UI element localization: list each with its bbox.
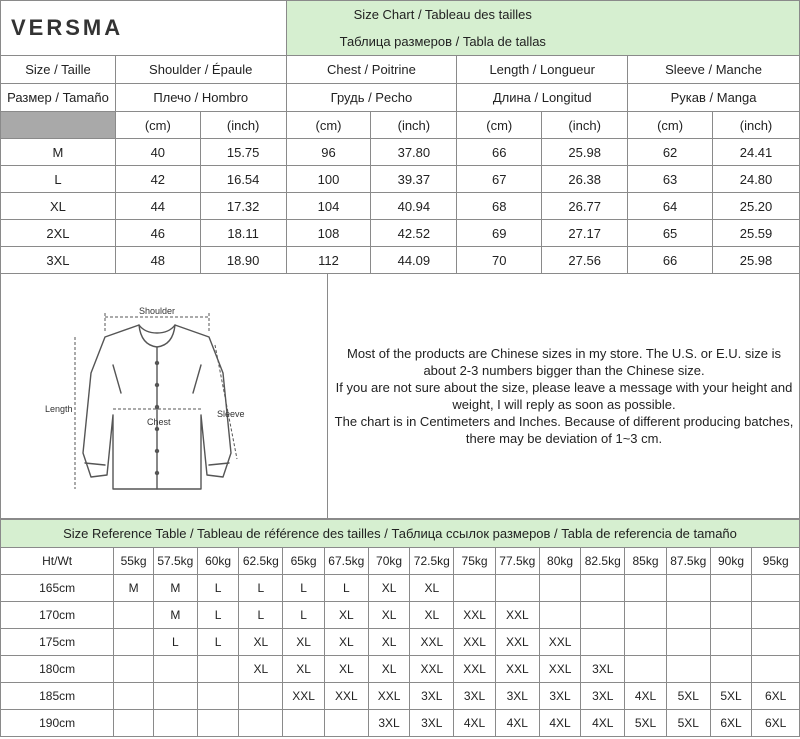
ref-size-cell: XXL [495,602,539,629]
ref-size-cell: XXL [283,683,325,710]
shoulder-label: Shoulder [138,306,176,316]
weight-header: 67.5kg [324,548,368,575]
measurement-cell: 39.37 [371,166,457,193]
measurement-cell: 25.98 [713,247,800,274]
chart-title-line2: Таблица размеров / Tabla de tallas [286,29,799,56]
measurement-cell: 112 [286,247,371,274]
measurement-cell: 25.20 [713,193,800,220]
ref-size-cell: XXL [495,629,539,656]
ref-size-cell: M [153,602,197,629]
measurement-cell: 104 [286,193,371,220]
ref-row [1,710,800,737]
ref-size-cell: XXL [368,683,410,710]
ref-size-cell: XL [410,575,454,602]
size-chart-table [0,0,800,274]
size-label-cell: 3XL [1,247,116,274]
ref-size-cell [710,629,752,656]
measurement-cell: 27.17 [542,220,628,247]
ref-size-cell: 6XL [710,710,752,737]
ref-size-cell [581,629,625,656]
weight-header: 82.5kg [581,548,625,575]
ref-size-cell: L [283,602,325,629]
measurement-cell: 15.75 [200,139,286,166]
header-sleeve: Sleeve / Manche [628,56,800,84]
size-label-cell: L [1,166,116,193]
weight-header: 80kg [539,548,581,575]
sleeve-label: Sleeve [217,409,245,419]
ref-size-cell [666,575,710,602]
measurement-cell: 64 [628,193,713,220]
measurement-cell: 62 [628,139,713,166]
ref-size-cell: 6XL [752,710,800,737]
note-line: Most of the products are Chinese sizes in my store. The U.S. or E.U. size is about 2-3 numbers bigger than the Chinese size. [347,345,781,378]
ref-size-cell: XL [283,629,325,656]
ref-size-cell [324,710,368,737]
size-reference-table [0,519,800,737]
measurement-cell: 66 [628,247,713,274]
ref-size-cell: L [197,629,239,656]
ref-size-cell: XXL [454,602,496,629]
ref-row [1,602,800,629]
ref-size-cell [197,656,239,683]
ref-size-cell [114,629,154,656]
ref-size-cell: 4XL [495,710,539,737]
ref-size-cell [153,656,197,683]
measurement-cell: 66 [457,139,542,166]
ref-size-cell: 4XL [581,710,625,737]
header-chest: Chest / Poitrine [286,56,457,84]
ref-size-cell [539,575,581,602]
ref-size-cell [114,710,154,737]
measurement-cell: 65 [628,220,713,247]
height-cell: 190cm [1,710,114,737]
ref-size-cell [581,602,625,629]
chest-label: Chest [147,417,171,427]
ref-row [1,629,800,656]
ref-size-cell [153,683,197,710]
measurement-cell: 24.41 [713,139,800,166]
note-line: The chart is in Centimeters and Inches. Because of different producing batches, there may be deviation of 1~3 cm. [334,413,794,446]
unit-cell: (cm) [457,112,542,139]
measurement-cell: 70 [457,247,542,274]
ref-size-cell: 3XL [368,710,410,737]
ref-size-cell [239,683,283,710]
ref-size-cell [625,656,667,683]
ref-size-cell [114,683,154,710]
ref-size-cell [153,710,197,737]
weight-header: 72.5kg [410,548,454,575]
ref-size-cell: 4XL [625,683,667,710]
ref-size-cell: L [239,602,283,629]
ref-row [1,575,800,602]
ref-size-cell: 5XL [625,710,667,737]
ref-size-cell: 3XL [454,683,496,710]
measurement-cell: 26.77 [542,193,628,220]
ref-size-cell [539,602,581,629]
ref-size-cell: 3XL [581,656,625,683]
ref-size-cell: 4XL [539,710,581,737]
ref-size-cell: XL [368,629,410,656]
weight-header: 55kg [114,548,154,575]
weight-header: 87.5kg [666,548,710,575]
ref-size-cell: XL [324,602,368,629]
weight-header: 57.5kg [153,548,197,575]
ref-size-cell: XXL [539,656,581,683]
header-shoulder-alt: Плечо / Hombro [115,84,286,112]
ref-size-cell [625,575,667,602]
ref-size-cell [666,629,710,656]
ref-size-cell: L [324,575,368,602]
measurement-cell: 18.11 [200,220,286,247]
weight-header: 70kg [368,548,410,575]
shirt-measurement-diagram [1,273,328,518]
ref-size-cell: 4XL [454,710,496,737]
header-size-alt: Размер / Tamaño [1,84,116,112]
weight-header: 77.5kg [495,548,539,575]
ref-size-cell: XL [283,656,325,683]
ref-size-cell [454,575,496,602]
ref-size-cell [581,575,625,602]
shirt-illustration [1,273,327,518]
size-row [1,166,800,193]
ref-size-cell: 3XL [539,683,581,710]
ref-size-cell [710,656,752,683]
unit-cell: (inch) [542,112,628,139]
measurement-cell: 68 [457,193,542,220]
ref-size-cell: 5XL [710,683,752,710]
measurement-cell: 27.56 [542,247,628,274]
measurement-cell: 42.52 [371,220,457,247]
ref-size-cell: XL [368,602,410,629]
size-row [1,139,800,166]
measurement-cell: 17.32 [200,193,286,220]
size-row [1,193,800,220]
ref-size-cell: XXL [495,656,539,683]
measurement-cell: 26.38 [542,166,628,193]
ref-size-cell [710,575,752,602]
ref-size-cell: 5XL [666,683,710,710]
weight-header: 90kg [710,548,752,575]
ref-size-cell [710,602,752,629]
measurement-cell: 25.98 [542,139,628,166]
ref-size-cell: XL [410,602,454,629]
ref-size-cell [752,656,800,683]
measurement-cell: 96 [286,139,371,166]
ref-size-cell: 3XL [410,710,454,737]
header-length-alt: Длина / Longitud [457,84,628,112]
unit-cell: (cm) [115,112,200,139]
measurement-cell: 24.80 [713,166,800,193]
ref-size-cell: L [239,575,283,602]
chart-title-line1: Size Chart / Tableau des tailles [286,1,799,29]
ref-size-cell: XL [239,629,283,656]
ref-size-cell [752,602,800,629]
measurement-cell: 100 [286,166,371,193]
ref-size-cell [114,602,154,629]
weight-header: 62.5kg [239,548,283,575]
header-shoulder: Shoulder / Épaule [115,56,286,84]
unit-cell: (cm) [286,112,371,139]
ref-size-cell [495,575,539,602]
ref-size-cell: XXL [454,629,496,656]
measurement-cell: 67 [457,166,542,193]
brand-logo [1,1,287,56]
measurement-cell: 40.94 [371,193,457,220]
header-length: Length / Longueur [457,56,628,84]
ref-size-cell: M [114,575,154,602]
brand-text: VERSMA [11,15,124,40]
unit-cell: (cm) [628,112,713,139]
ref-size-cell: L [197,602,239,629]
note-line: If you are not sure about the size, please leave a message with your height and weight, I will reply as soon as possible. [335,379,793,412]
ref-size-cell: XXL [324,683,368,710]
ref-size-cell [752,575,800,602]
size-note [328,273,800,518]
ref-size-cell: XXL [410,656,454,683]
unit-cell: (inch) [371,112,457,139]
ref-size-cell: XXL [539,629,581,656]
measurement-cell: 18.90 [200,247,286,274]
ht-wt-header: Ht/Wt [1,548,114,575]
height-cell: 165cm [1,575,114,602]
weight-header: 75kg [454,548,496,575]
header-sleeve-alt: Рукав / Manga [628,84,800,112]
ref-size-cell: 3XL [581,683,625,710]
ref-size-cell [666,656,710,683]
ref-size-cell: L [283,575,325,602]
ref-row [1,656,800,683]
weight-header: 65kg [283,548,325,575]
measurement-cell: 108 [286,220,371,247]
ref-size-cell: XL [324,656,368,683]
height-cell: 175cm [1,629,114,656]
ref-size-cell [197,683,239,710]
weight-header: 95kg [752,548,800,575]
ref-size-cell: 6XL [752,683,800,710]
measurement-cell: 63 [628,166,713,193]
info-section [0,273,800,519]
measurement-cell: 37.80 [371,139,457,166]
size-row [1,220,800,247]
measurement-cell: 25.59 [713,220,800,247]
measurement-cell: 69 [457,220,542,247]
weight-header: 60kg [197,548,239,575]
height-cell: 185cm [1,683,114,710]
ref-size-cell [625,602,667,629]
height-cell: 180cm [1,656,114,683]
ref-header-row [1,548,800,575]
size-rows [1,139,800,274]
size-label-cell: 2XL [1,220,116,247]
measurement-cell: 46 [115,220,200,247]
ref-size-cell: XXL [454,656,496,683]
gray-cell [1,112,116,139]
height-cell: 170cm [1,602,114,629]
unit-cell: (inch) [200,112,286,139]
length-label: Length [45,404,73,414]
ref-row [1,683,800,710]
measurement-cell: 42 [115,166,200,193]
ref-size-cell: 5XL [666,710,710,737]
header-size: Size / Taille [1,56,116,84]
size-row [1,247,800,274]
ref-size-cell [625,629,667,656]
ref-size-cell: L [153,629,197,656]
measurement-cell: 16.54 [200,166,286,193]
ref-size-cell: M [153,575,197,602]
ref-size-cell [197,710,239,737]
ref-table-title: Size Reference Table / Tableau de référence des tailles / Таблица ссылок размеров / Tabla de referencia de tamaño [1,520,800,548]
size-label-cell: M [1,139,116,166]
unit-cell: (inch) [713,112,800,139]
ref-size-cell: XXL [410,629,454,656]
ref-size-cell: XL [239,656,283,683]
ref-rows [1,575,800,737]
ref-size-cell: L [197,575,239,602]
size-label-cell: XL [1,193,116,220]
ref-size-cell [239,710,283,737]
ref-size-cell: XL [368,575,410,602]
ref-size-cell [666,602,710,629]
ref-size-cell: XL [368,656,410,683]
measurement-cell: 44 [115,193,200,220]
measurement-cell: 40 [115,139,200,166]
measurement-cell: 44.09 [371,247,457,274]
ref-size-cell [114,656,154,683]
ref-size-cell: 3XL [410,683,454,710]
ref-size-cell: 3XL [495,683,539,710]
header-chest-alt: Грудь / Pecho [286,84,457,112]
weight-header: 85kg [625,548,667,575]
ref-size-cell [283,710,325,737]
measurement-cell: 48 [115,247,200,274]
ref-size-cell: XL [324,629,368,656]
ref-size-cell [752,629,800,656]
